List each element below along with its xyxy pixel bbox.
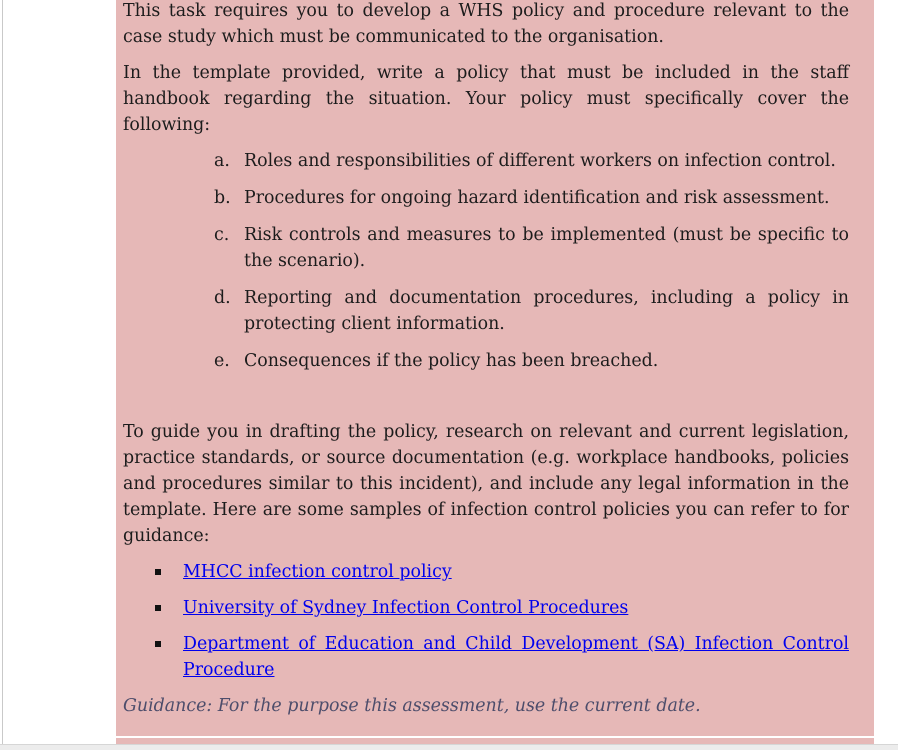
- list-item: [214, 348, 849, 374]
- list-marker: a.: [214, 151, 230, 171]
- list-item: [214, 148, 849, 174]
- guidance-note: Guidance: For the purpose this assessment, use the current date.: [123, 696, 701, 716]
- list-item-text: Roles and responsibilities of different workers on infection control.: [244, 151, 836, 171]
- window-bottom-edge: [0, 744, 898, 750]
- list-item-text: Reporting and documentation procedures, including a policy in protecting client information.: [244, 288, 849, 334]
- list-marker: e.: [214, 351, 230, 371]
- list-item-text: Risk controls and measures to be implemented (must be specific to the scenario).: [244, 225, 849, 271]
- square-bullet-icon: [155, 641, 161, 647]
- square-bullet-icon: [155, 569, 161, 575]
- list-marker: c.: [214, 225, 230, 245]
- mhcc-policy-link[interactable]: MHCC infection control policy: [183, 562, 452, 582]
- list-item: [152, 595, 849, 621]
- requirements-list: [123, 148, 849, 374]
- list-item-text: Procedures for ongoing hazard identification and risk assessment.: [244, 188, 830, 208]
- list-marker: d.: [214, 288, 231, 308]
- intro-paragraph: This task requires you to develop a WHS policy and procedure relevant to the case study which must be communicated to the organisation.: [123, 1, 849, 47]
- decd-procedure-link[interactable]: Department of Education and Child Development (SA) Infection Control Procedure: [183, 634, 849, 680]
- usyd-procedures-link[interactable]: University of Sydney Infection Control Procedures: [183, 598, 629, 618]
- document-body: [123, 0, 849, 719]
- list-item: [214, 185, 849, 211]
- template-paragraph: In the template provided, write a policy that must be included in the staff handbook regarding the situation. Your policy must specifically cover the following:: [123, 63, 849, 135]
- list-item: [214, 222, 849, 274]
- page-left-edge: [2, 0, 3, 745]
- list-item: [214, 285, 849, 337]
- guide-paragraph: To guide you in drafting the policy, research on relevant and current legislation, practice standards, or source documentation (e.g. workplace handbooks, policies and procedures similar to this incident), and include any legal information in the template. Here are some samples of infection control policies you can refer to for guidance:: [123, 422, 849, 546]
- list-marker: b.: [214, 188, 231, 208]
- square-bullet-icon: [155, 605, 161, 611]
- reference-links-list: [123, 559, 849, 683]
- list-item: [152, 559, 849, 585]
- list-item: [152, 631, 849, 683]
- list-item-text: Consequences if the policy has been breached.: [244, 351, 659, 371]
